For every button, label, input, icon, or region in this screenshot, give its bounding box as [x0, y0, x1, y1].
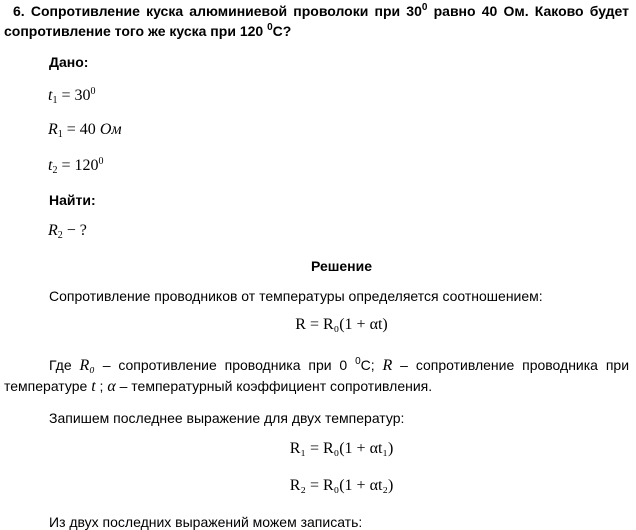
given-t2-rhs: = 120 — [61, 157, 99, 174]
given-R1-rhs: = 40 — [66, 121, 100, 138]
solution-paragraph-3 — [4, 378, 432, 396]
problem-line-2 — [4, 22, 291, 39]
given-R1-sub: 1 — [57, 129, 63, 140]
given-t2-var: t — [48, 157, 53, 174]
temp-word: температуре — [4, 378, 88, 394]
temp-alpha: α — [107, 378, 116, 395]
where-degree: 0 — [355, 356, 361, 367]
given-t1-var: t — [48, 87, 53, 104]
problem-degree-1: 0 — [421, 2, 428, 13]
find-R2-rhs: − ? — [62, 222, 87, 239]
where-R0: R₀ — [79, 357, 95, 374]
formula-1: R₁ = R₀(1 + αt₁) — [289, 440, 394, 457]
solution-paragraph-1: Сопротивление проводников от температуры определяется соотношением: — [49, 288, 543, 304]
temp-semicolon: ; — [99, 378, 104, 394]
solution-paragraph-2 — [49, 356, 629, 375]
formula-main: R = R₀(1 + αt) — [295, 316, 388, 333]
solution-paragraph-5: Из двух последних выражений можем записать: — [49, 514, 363, 530]
given-t1-sup: 0 — [90, 86, 96, 97]
given-t2-sub: 2 — [52, 165, 58, 176]
find-R2 — [48, 222, 87, 241]
where-text-c: – сопротивление проводника при — [400, 357, 630, 373]
formula-2: R₂ = R₀(1 + αt₂) — [289, 477, 394, 494]
problem-line-1 — [13, 2, 629, 19]
problem-degree-2: 0 — [267, 22, 273, 33]
where-text-a: – сопротивление проводника при 0 — [102, 357, 356, 373]
problem-text-2a: сопротивление того же куска при 120 — [4, 23, 268, 39]
problem-text-2b: С? — [272, 23, 292, 39]
given-R1-unit: Ом — [99, 121, 122, 138]
given-t2-sup: 0 — [98, 156, 104, 167]
solution-heading: Решение — [310, 258, 373, 274]
problem-text-1a: 6. Сопротивление куска алюминиевой проволоки при 30 — [13, 3, 422, 19]
temp-t: t — [91, 378, 96, 395]
where-text-b: С; — [360, 357, 375, 373]
find-heading: Найти: — [49, 192, 96, 208]
find-R2-var: R — [48, 222, 58, 239]
solution-paragraph-4: Запишем последнее выражение для двух температур: — [49, 410, 405, 426]
given-R1-var: R — [48, 121, 58, 138]
problem-text-1b: равно 40 Ом. Каково будет — [427, 3, 630, 19]
given-t1-sub: 1 — [52, 95, 58, 106]
given-t2 — [48, 156, 103, 176]
given-heading: Дано: — [49, 54, 89, 70]
given-t1-rhs: = 30 — [61, 87, 91, 104]
where-word: Где — [49, 357, 72, 373]
where-R: R — [382, 357, 393, 374]
find-R2-sub: 2 — [57, 230, 63, 241]
given-t1 — [48, 86, 95, 106]
temp-text: – температурный коэффициент сопротивления. — [119, 378, 433, 394]
given-R1 — [48, 121, 122, 140]
